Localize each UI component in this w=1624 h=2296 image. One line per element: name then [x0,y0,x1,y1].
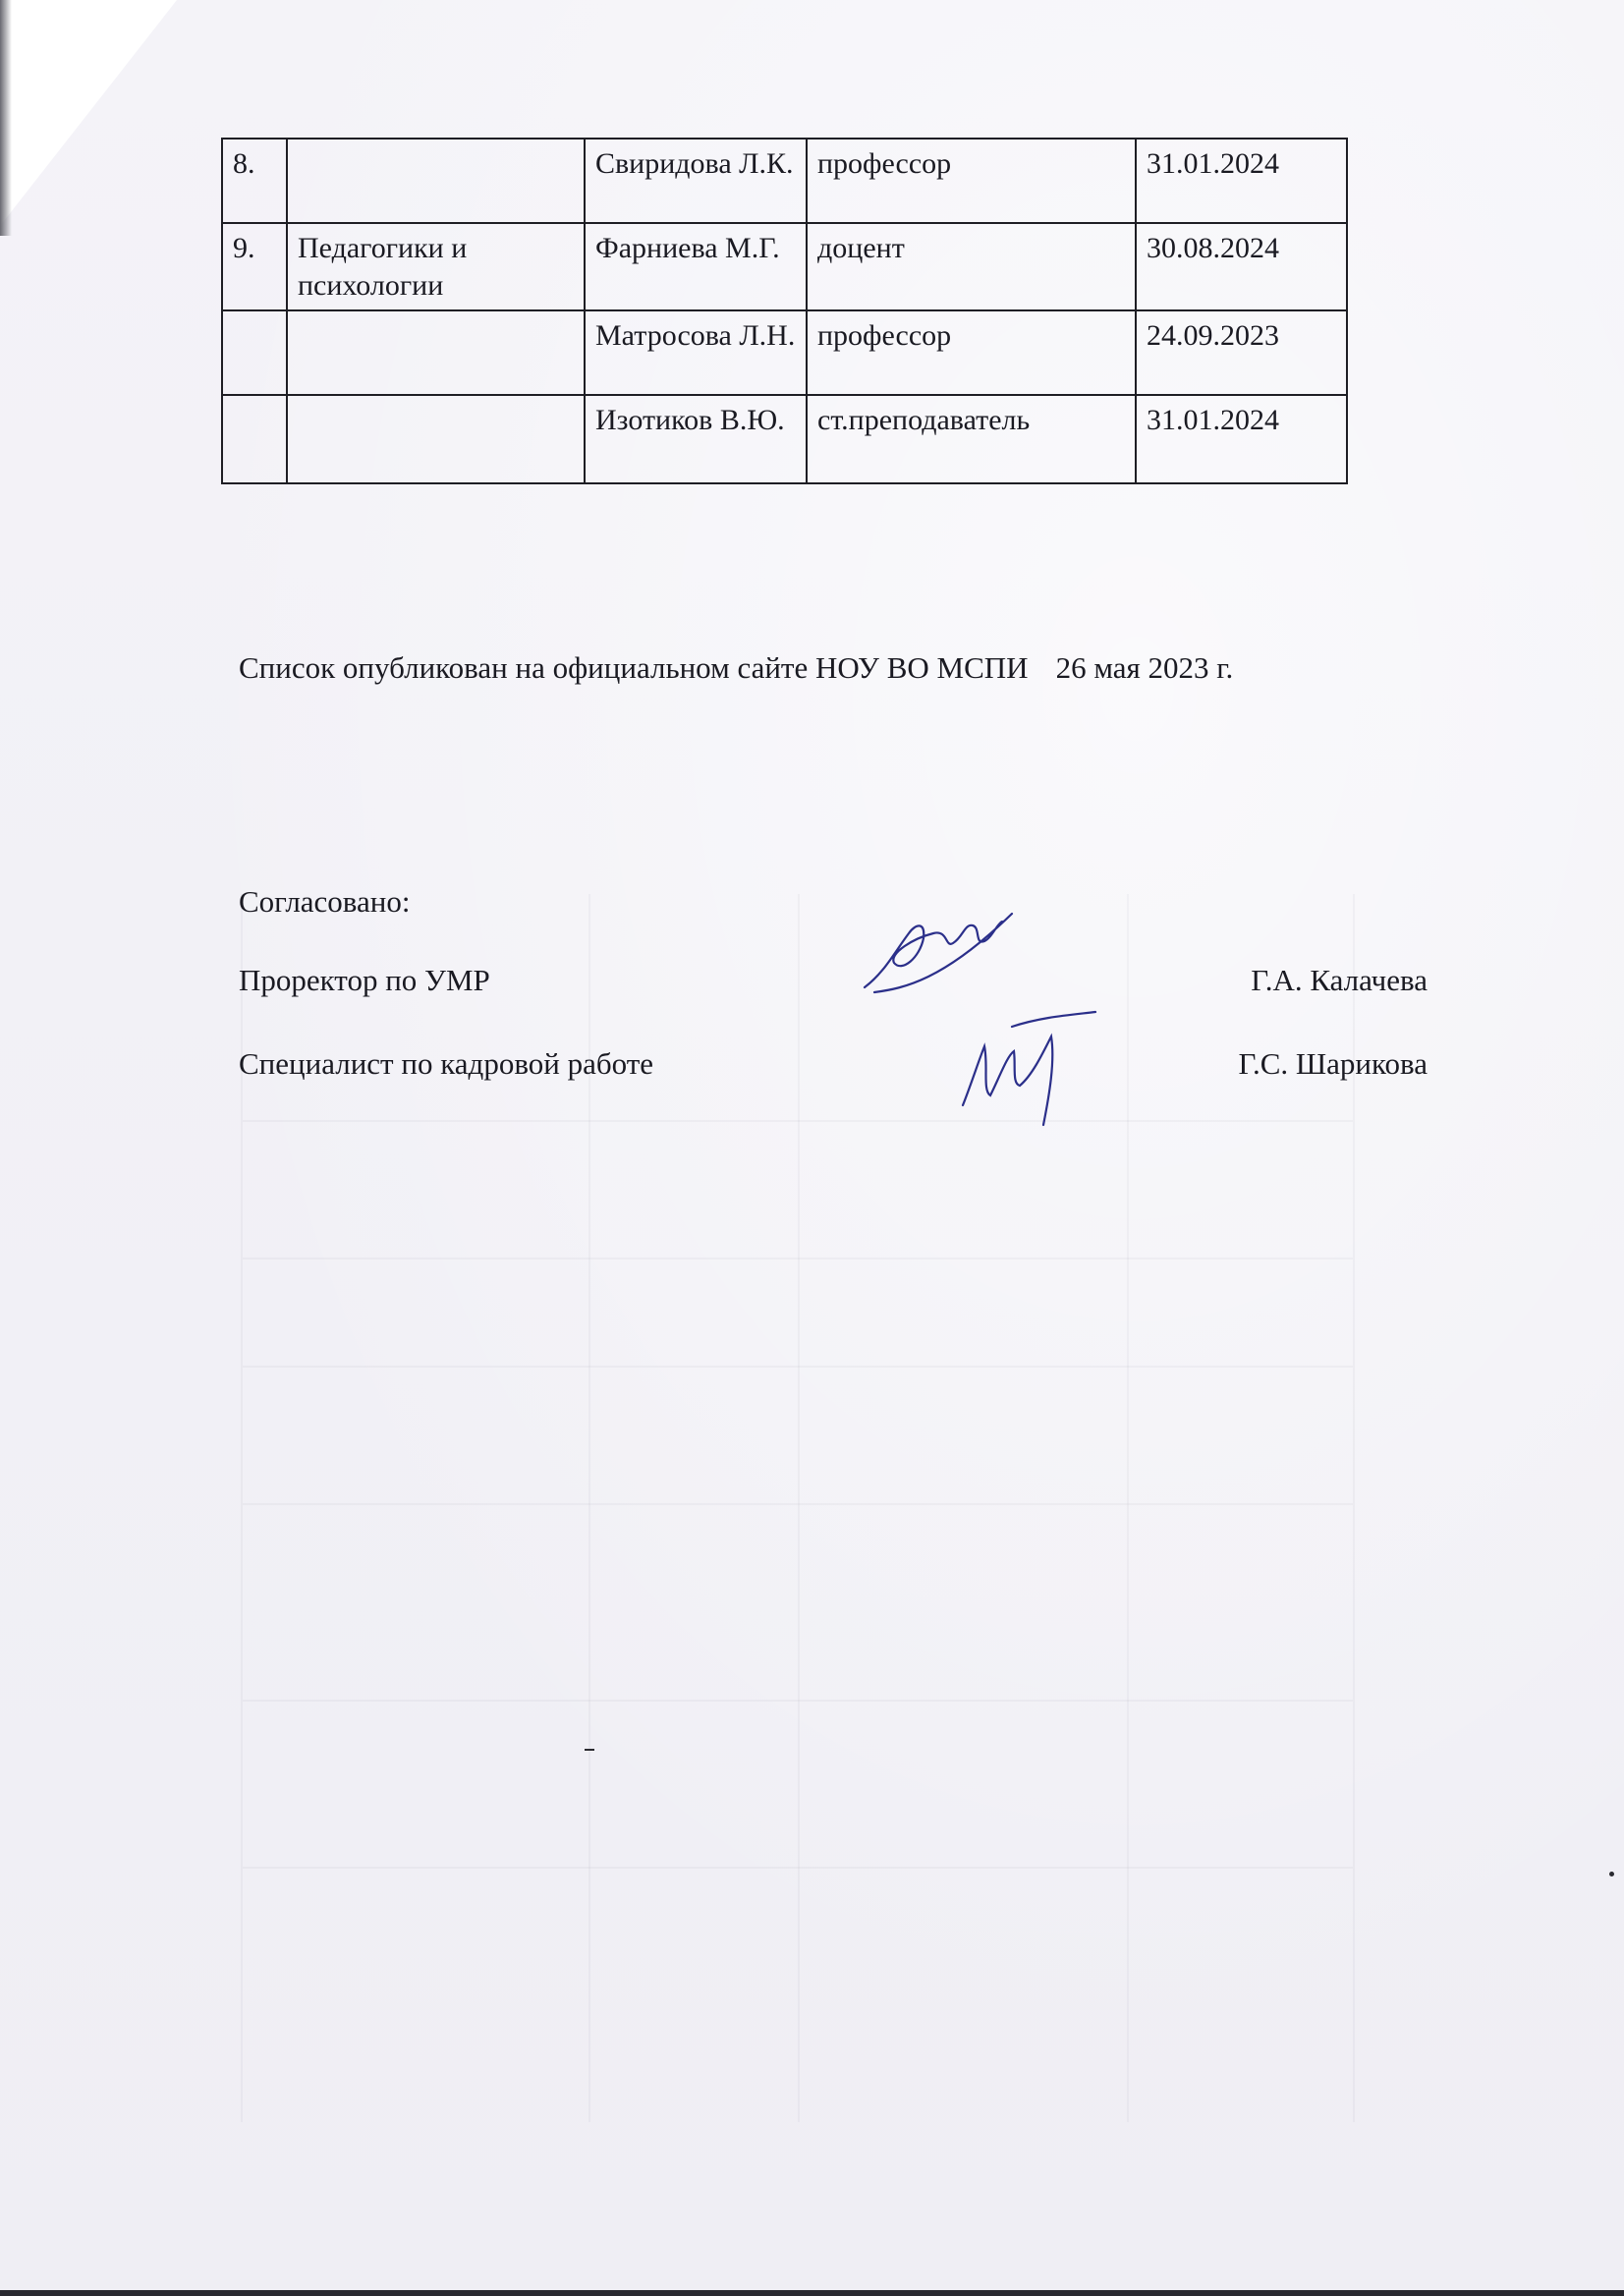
position-cell: профессор [807,139,1136,223]
table-row [222,395,1347,483]
stray-dot [1609,1872,1614,1876]
signatory-title: Специалист по кадровой работе [239,1046,654,1081]
corner-shadow [0,0,12,236]
name-cell: Матросова Л.Н. [585,310,807,395]
position-cell: профессор [807,310,1136,395]
row-number [222,395,287,483]
row-number: 9. [222,223,287,310]
date-cell: 24.09.2023 [1136,310,1347,395]
name-cell: Свиридова Л.К. [585,139,807,223]
row-number [222,310,287,395]
folded-corner [0,0,177,226]
chair-cell [287,139,585,223]
signatory-row [239,1046,1428,1082]
date-cell: 31.01.2024 [1136,395,1347,483]
table-row [222,223,1347,310]
signatory-name: Г.А. Калачева [1251,963,1428,997]
stray-mark [585,1749,594,1751]
publication-note [239,650,1233,686]
position-cell: доцент [807,223,1136,310]
scan-edge [0,2290,1624,2296]
position-cell: ст.преподаватель [807,395,1136,483]
chair-cell [287,395,585,483]
table-row [222,139,1347,223]
publication-date: 26 мая 2023 г. [1055,650,1234,685]
date-cell: 31.01.2024 [1136,139,1347,223]
table-row [222,310,1347,395]
signatory-name: Г.С. Шарикова [1238,1046,1428,1081]
signature-kalacheva [855,894,1022,1002]
chair-cell: Педагогики и психологии [287,223,585,310]
signatory-title: Проректор по УМР [239,963,490,997]
row-number: 8. [222,139,287,223]
staff-table [221,138,1348,484]
signatory-row [239,963,1428,998]
name-cell: Фарниева М.Г. [585,223,807,310]
chair-cell [287,310,585,395]
publication-text: Список опубликован на официальном сайте НОУ ВО МСПИ [239,650,1029,685]
signature-sharikova [953,1007,1100,1135]
name-cell: Изотиков В.Ю. [585,395,807,483]
date-cell: 30.08.2024 [1136,223,1347,310]
approval-heading: Согласовано: [239,884,411,919]
